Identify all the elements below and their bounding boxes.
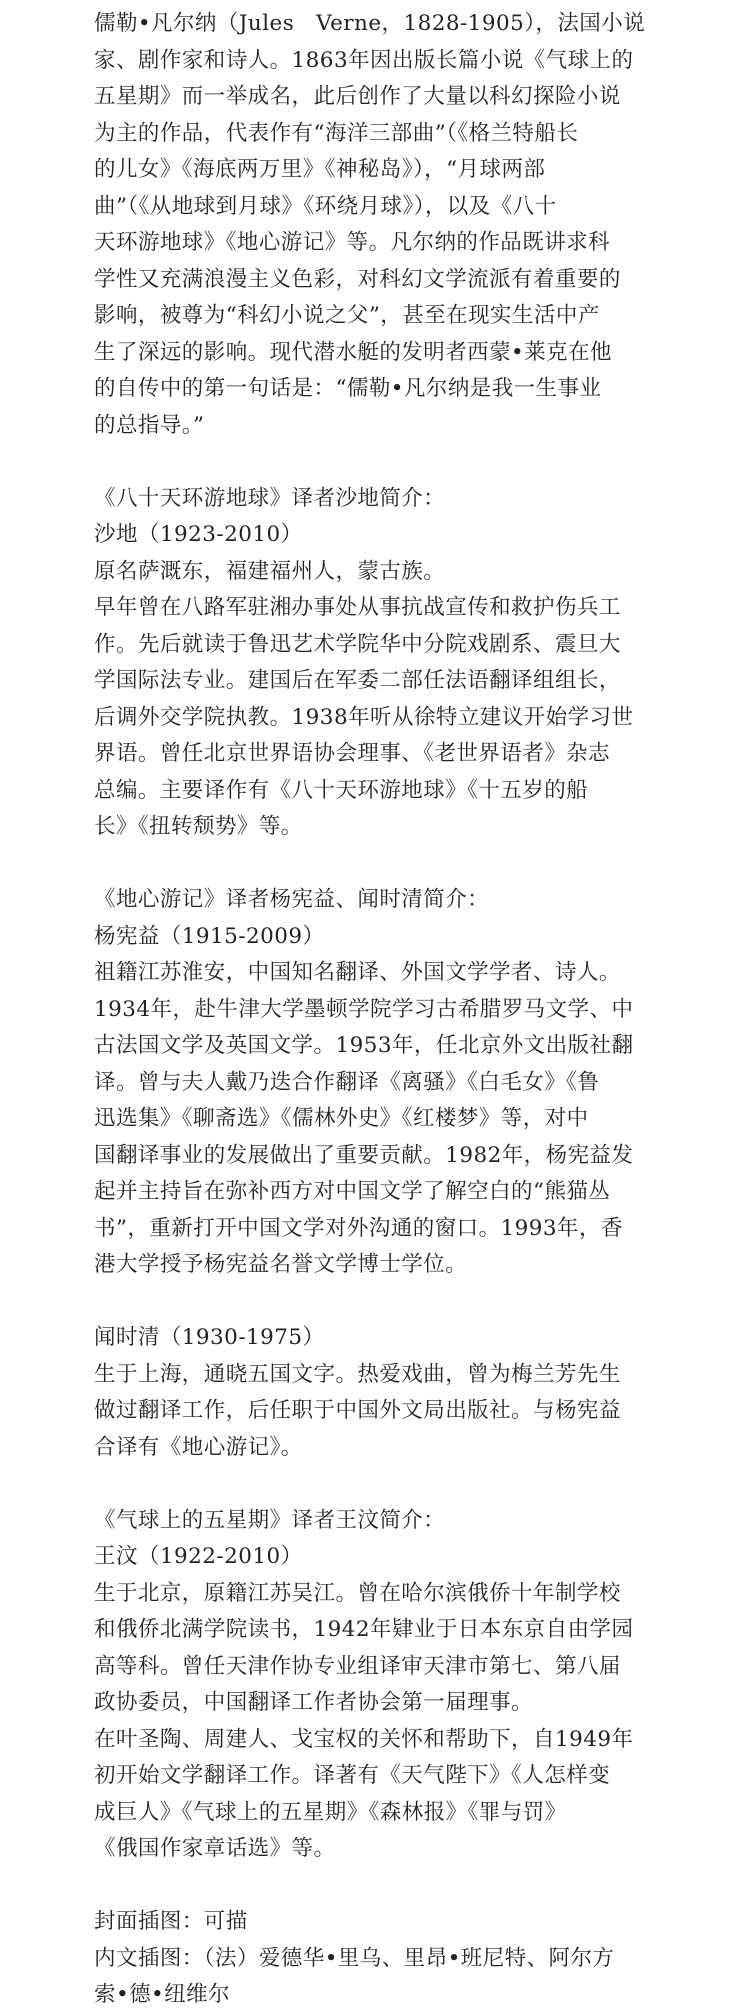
text-line: 的总指导。”	[94, 412, 205, 438]
text-line: 的儿女》《海底两万里》《神秘岛》），“月球两部	[94, 157, 546, 182]
text-line: 和俄侨北满学院读书，1942年肄业于日本东京自由学园	[94, 1617, 634, 1642]
text-line: 生了深远的影响。现代潜水艇的发明者西蒙•莱克在他	[94, 339, 612, 365]
paragraph-gap	[94, 1466, 718, 1503]
text-line: 曲”（《从地球到月球》《环绕月球》），以及《八十	[94, 193, 557, 219]
translator-wangwen-section	[94, 1503, 718, 1868]
text-line: 做过翻译工作，后任职于中国外文局出版社。与杨宪益	[94, 1398, 621, 1423]
text-line: 长》《扭转颓势》等。	[94, 814, 303, 839]
text-line: 后调外交学院执教。1938年听从徐特立建议开始学习世	[94, 704, 634, 730]
text-line: 五星期》而一举成名，此后创作了大量以科幻探险小说	[94, 84, 621, 109]
text-line: 生于上海，通晓五国文字。热爱戏曲，曾为梅兰芳先生	[94, 1361, 621, 1387]
paragraph-gap	[94, 846, 718, 883]
text-line: 《八十天环游地球》译者沙地简介：	[94, 485, 446, 511]
text-line: 沙地（1923-2010）	[94, 522, 303, 547]
text-line: 内文插图：（法）爱德华•里乌、里昂•班尼特、阿尔方	[94, 1945, 615, 1971]
intro-paragraph	[94, 6, 718, 444]
text-line: 界语。曾任北京世界语协会理事、《老世界语者》杂志	[94, 741, 611, 766]
text-line: 《地心游记》译者杨宪益、闻时清简介：	[94, 887, 490, 912]
text-line: 家、剧作家和诗人。1863年因出版长篇小说《气球上的	[94, 47, 634, 73]
text-line: 1934年，赴牛津大学墨顿学院学习古希腊罗马文学、中	[94, 996, 634, 1022]
text-line: 初开始文学翻译工作。译著有《天气陛下》《人怎样变	[94, 1763, 611, 1788]
text-line: 书”，重新打开中国文学对外沟通的窗口。1993年，香	[94, 1215, 623, 1241]
illustration-credits	[94, 1904, 718, 2014]
text-line: 港大学授予杨宪益名誉文学博士学位。	[94, 1252, 468, 1277]
text-line: 祖籍江苏淮安，中国知名翻译、外国文学学者、诗人。	[94, 960, 621, 985]
text-line: 《俄国作家章话选》等。	[94, 1836, 336, 1861]
text-line: 索•德•纽维尔	[94, 1982, 231, 2007]
text-line: 政协委员，中国翻译工作者协会第一届理事。	[94, 1690, 534, 1715]
text-line: 杨宪益（1915-2009）	[94, 923, 325, 949]
text-line: 译。曾与夫人戴乃迭合作翻译《离骚》《白毛女》《鲁	[94, 1069, 600, 1095]
text-line: 合译有《地心游记》。	[94, 1434, 303, 1460]
text-line: 学性又充满浪漫主义色彩，对科幻文学流派有着重要的	[94, 266, 621, 292]
translator-shadi-section	[94, 481, 718, 846]
text-line: 王汶（1922-2010）	[94, 1544, 303, 1569]
text-line: 《气球上的五星期》译者王汶简介：	[94, 1507, 446, 1533]
translator-wen-section	[94, 1320, 718, 1466]
text-line: 儒勒•凡尔纳（Jules Verne，1828-1905），法国小说	[94, 11, 646, 36]
text-line: 生于北京，原籍江苏吴江。曾在哈尔滨俄侨十年制学校	[94, 1580, 621, 1606]
text-line: 高等科。曾任天津作协专业组译审天津市第七、第八届	[94, 1653, 621, 1679]
text-line: 国翻译事业的发展做出了重要贡献。1982年，杨宪益发	[94, 1142, 634, 1168]
text-line: 原名萨溉东，福建福州人，蒙古族。	[94, 558, 446, 584]
text-line: 早年曾在八路军驻湘办事处从事抗战宣传和救护伤兵工	[94, 595, 621, 620]
text-line: 的自传中的第一句话是：“儒勒•凡尔纳是我一生事业	[94, 376, 602, 401]
paragraph-gap	[94, 1868, 718, 1905]
text-line: 为主的作品，代表作有“海洋三部曲”（《格兰特船长	[94, 120, 579, 146]
paragraph-gap	[94, 1284, 718, 1321]
translator-yang-section	[94, 882, 718, 1284]
text-line: 总编。主要译作有《八十天环游地球》《十五岁的船	[94, 777, 589, 803]
text-line: 影响，被尊为“科幻小说之父”，甚至在现实生活中产	[94, 303, 600, 328]
text-line: 作。先后就读于鲁迅艺术学院华中分院戏剧系、震旦大	[94, 631, 621, 657]
text-line: 天环游地球》《地心游记》等。凡尔纳的作品既讲求科	[94, 230, 611, 255]
text-line: 学国际法专业。建国后在军委二部任法语翻译组组长，	[94, 668, 621, 693]
paragraph-gap	[94, 444, 718, 481]
text-line: 起并主持旨在弥补西方对中国文学了解空白的“熊猫丛	[94, 1179, 611, 1204]
text-line: 成巨人》《气球上的五星期》《森林报》《罪与罚》	[94, 1799, 567, 1825]
text-line: 闻时清（1930-1975）	[94, 1325, 325, 1350]
text-line: 封面插图：可描	[94, 1909, 248, 1934]
text-line: 古法国文学及英国文学。1953年，任北京外文出版社翻	[94, 1033, 634, 1058]
text-line: 在叶圣陶、周建人、戈宝权的关怀和帮助下，自1949年	[94, 1726, 634, 1752]
text-line: 迅选集》《聊斋选》《儒林外史》《红楼梦》等，对中	[94, 1106, 589, 1131]
